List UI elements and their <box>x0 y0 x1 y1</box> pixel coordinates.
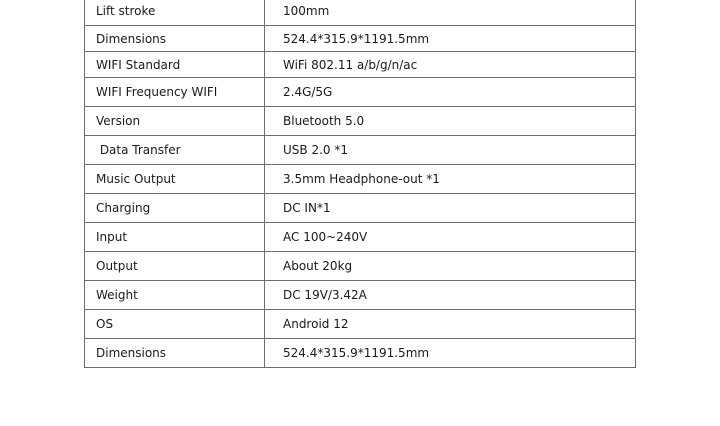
spec-value: 100mm <box>265 0 636 26</box>
spec-value: About 20kg <box>265 252 636 281</box>
table-row <box>85 78 636 107</box>
spec-label: Input <box>85 223 265 252</box>
spec-label: Dimensions <box>85 26 265 52</box>
spec-value: USB 2.0 *1 <box>265 136 636 165</box>
table-row <box>85 26 636 52</box>
table-row <box>85 107 636 136</box>
spec-label: Dimensions <box>85 339 265 368</box>
spec-value: 3.5mm Headphone-out *1 <box>265 165 636 194</box>
table-row <box>85 165 636 194</box>
spec-label: Weight <box>85 281 265 310</box>
spec-label: WIFI Standard <box>85 52 265 78</box>
table-row <box>85 252 636 281</box>
table-row <box>85 194 636 223</box>
spec-label: Lift stroke <box>85 0 265 26</box>
spec-label: OS <box>85 310 265 339</box>
spec-value: Android 12 <box>265 310 636 339</box>
spec-label: Music Output <box>85 165 265 194</box>
table-row <box>85 339 636 368</box>
spec-value: DC 19V/3.42A <box>265 281 636 310</box>
spec-value: Bluetooth 5.0 <box>265 107 636 136</box>
spec-value: 2.4G/5G <box>265 78 636 107</box>
table-row <box>85 223 636 252</box>
spec-value: DC IN*1 <box>265 194 636 223</box>
table-row <box>85 310 636 339</box>
table-row <box>85 52 636 78</box>
table-row <box>85 0 636 26</box>
spec-table <box>84 0 636 368</box>
table-row <box>85 281 636 310</box>
spec-label: Version <box>85 107 265 136</box>
spec-value: WiFi 802.11 a/b/g/n/ac <box>265 52 636 78</box>
spec-label: Charging <box>85 194 265 223</box>
table-row <box>85 136 636 165</box>
spec-value: AC 100~240V <box>265 223 636 252</box>
spec-label: Output <box>85 252 265 281</box>
spec-label: Data Transfer <box>85 136 265 165</box>
spec-value: 524.4*315.9*1191.5mm <box>265 26 636 52</box>
spec-value: 524.4*315.9*1191.5mm <box>265 339 636 368</box>
spec-label: WIFI Frequency WIFI <box>85 78 265 107</box>
